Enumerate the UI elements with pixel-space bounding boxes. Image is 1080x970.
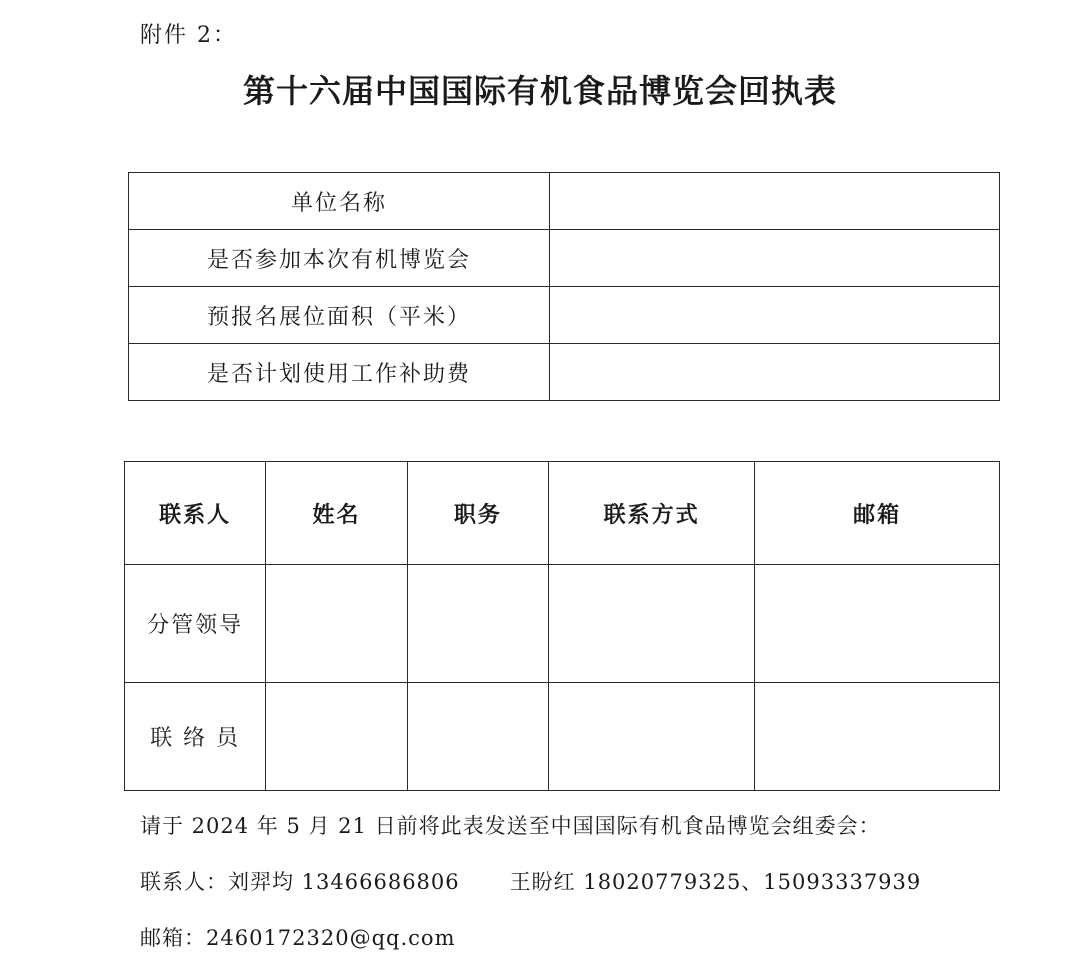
subsidy-label: 是否计划使用工作补助费 xyxy=(129,344,550,401)
org-name-field[interactable] xyxy=(550,173,1000,230)
leader-name-field[interactable] xyxy=(266,565,407,683)
contact-table xyxy=(124,461,1000,791)
table-header-row xyxy=(125,462,1000,565)
email-line xyxy=(140,922,456,952)
table-row xyxy=(125,683,1000,791)
header-contact-method: 联系方式 xyxy=(549,462,755,565)
role-liaison: 联 络 员 xyxy=(125,683,266,791)
table-row xyxy=(129,287,1000,344)
contact-person-1: 刘羿均 13466686806 xyxy=(228,870,460,894)
header-email: 邮箱 xyxy=(755,462,1000,565)
table-row xyxy=(129,173,1000,230)
leader-email-field[interactable] xyxy=(755,565,1000,683)
table-row xyxy=(125,565,1000,683)
leader-contact-field[interactable] xyxy=(549,565,755,683)
email-label: 邮箱： xyxy=(140,926,206,950)
contact-line xyxy=(140,866,921,896)
deadline-note: 请于 2024 年 5 月 21 日前将此表发送至中国国际有机食品博览会组委会： xyxy=(140,814,881,838)
attend-expo-label: 是否参加本次有机博览会 xyxy=(129,230,550,287)
header-position: 职务 xyxy=(407,462,548,565)
header-contact-person: 联系人 xyxy=(125,462,266,565)
email-address: 2460172320@qq.com xyxy=(206,926,456,950)
liaison-contact-field[interactable] xyxy=(549,683,755,791)
booth-area-field[interactable] xyxy=(550,287,1000,344)
page-title: 第十六届中国国际有机食品博览会回执表 xyxy=(242,72,837,110)
header-name: 姓名 xyxy=(266,462,407,565)
table-row xyxy=(129,344,1000,401)
role-leader: 分管领导 xyxy=(125,565,266,683)
table-row xyxy=(129,230,1000,287)
contact-label: 联系人： xyxy=(140,870,228,894)
contact-person-2: 王盼红 18020779325、15093337939 xyxy=(509,870,922,894)
booth-area-label: 预报名展位面积（平米） xyxy=(129,287,550,344)
org-name-label: 单位名称 xyxy=(129,173,550,230)
info-table xyxy=(128,172,1000,401)
leader-position-field[interactable] xyxy=(407,565,548,683)
liaison-position-field[interactable] xyxy=(407,683,548,791)
subsidy-field[interactable] xyxy=(550,344,1000,401)
attend-expo-field[interactable] xyxy=(550,230,1000,287)
attachment-label: 附件 2： xyxy=(140,23,237,48)
liaison-name-field[interactable] xyxy=(266,683,407,791)
liaison-email-field[interactable] xyxy=(755,683,1000,791)
